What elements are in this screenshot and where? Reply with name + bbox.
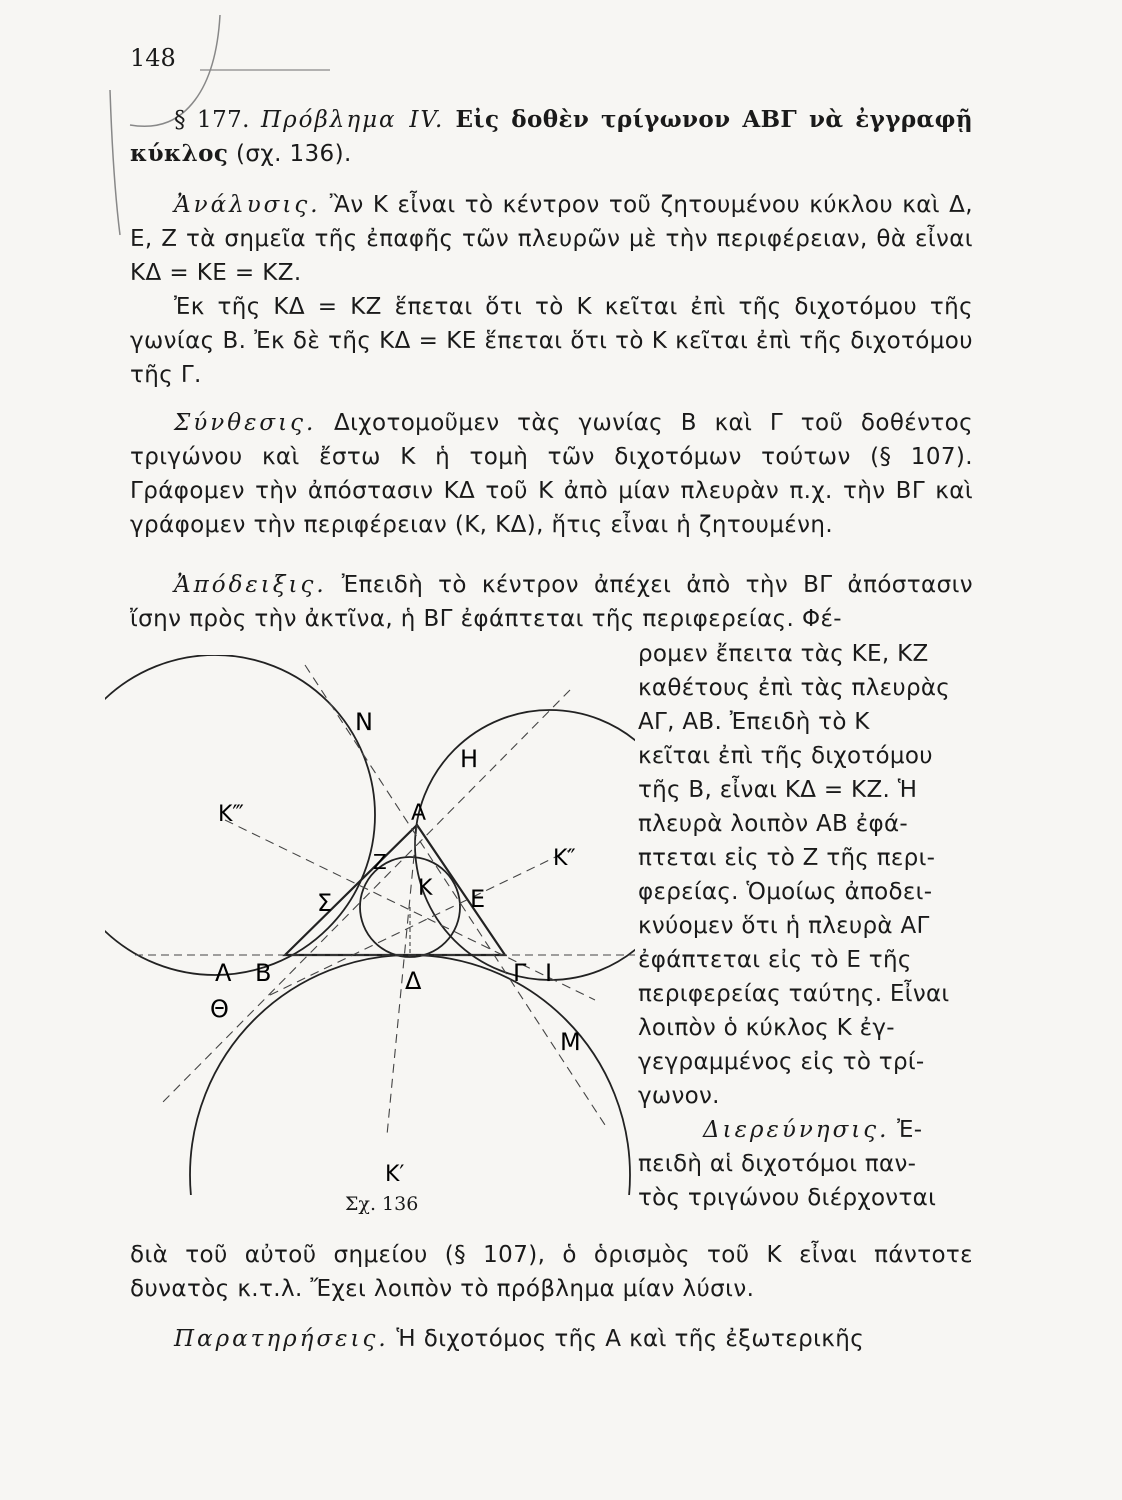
analysis-text-2: Ἐκ τῆς ΚΔ = ΚΖ ἕπεται ὅτι τὸ Κ κεῖται ἐπὶ τῆς διχοτόμου τῆς γωνίας Β. Ἐκ δὲ τῆς ΚΔ = ΚΕ ἕπεται ὅτι τὸ Κ κεῖται ἐπὶ τῆς διχοτόμου τῆς Γ.	[130, 294, 973, 388]
label-L: Λ	[215, 959, 232, 987]
label-D: Δ	[405, 967, 422, 995]
proof-paragraph	[130, 568, 973, 636]
synthesis-paragraph	[130, 406, 973, 542]
remarks-paragraph	[130, 1322, 973, 1356]
label-Z: Ζ	[373, 850, 387, 874]
bisector-line	[160, 690, 570, 1105]
proof-line: ἐφάπτεται εἰς τὸ Ε τῆς	[638, 947, 912, 973]
synthesis-label: Σύνθεσις.	[174, 410, 317, 436]
proof-line: γωνον.	[638, 1083, 720, 1109]
discussion-line: πειδὴ αἱ διχοτόμοι παν-	[638, 1151, 917, 1177]
analysis-paragraph	[130, 188, 973, 290]
remarks-label: Παρατηρήσεις.	[174, 1326, 389, 1352]
discussion-label: Διερεύνησις.	[703, 1117, 890, 1143]
problem-label: Πρόβλημα IV.	[261, 107, 445, 133]
proof-line: κεῖται ἐπὶ τῆς διχοτόμου	[638, 743, 933, 769]
label-K3: K‴	[218, 802, 244, 827]
label-I: Ι	[545, 959, 553, 987]
discussion-line: Ἐ-	[897, 1117, 923, 1143]
proof-line: πλευρὰ λοιπὸν ΑΒ ἐφά-	[638, 811, 909, 837]
discussion-line: τὸς τριγώνου διέρχονται	[638, 1185, 937, 1211]
label-K: Κ	[418, 876, 433, 901]
analysis-label: Ἀνάλυσις.	[174, 192, 321, 218]
bisector-line	[305, 665, 605, 1125]
remarks-text: Ἡ διχοτόμος τῆς Α καὶ τῆς ἐξωτερικῆς	[396, 1326, 865, 1352]
label-E: Ε	[470, 885, 486, 913]
label-N: Ν	[355, 708, 373, 736]
label-G: Γ	[513, 959, 527, 987]
label-Th: Θ	[210, 995, 229, 1023]
label-H: Η	[460, 745, 479, 773]
proof-text: Ἐπειδὴ τὸ κέντρον ἀπέχει ἀπὸ τὴν ΒΓ ἀπόστασιν ἴσην πρὸς τὴν ἀκτῖνα, ἡ ΒΓ ἐφάπτεται τῆς περιφερείας. Φέ-	[130, 572, 973, 632]
proof-line: ρομεν ἔπειτα τὰς ΚΕ, ΚΖ	[638, 641, 929, 667]
synthesis-text: Διχοτομοῦμεν τὰς γωνίας Β καὶ Γ τοῦ δοθέντος τριγώνου καὶ ἔστω Κ ἡ τομὴ τῶν διχοτόμων τούτων (§ 107). Γράφομεν τὴν ἀπόστασιν ΚΔ τοῦ Κ ἀπὸ μίαν πλευρὰν π.χ. τὴν ΒΓ καὶ γράφομεν τὴν περιφέρειαν (Κ, ΚΔ), ἥτις εἶναι ἡ ζητουμένη.	[130, 410, 973, 538]
label-K2: K″	[553, 846, 576, 871]
discussion-first-line	[638, 1113, 973, 1147]
figure-136	[105, 655, 635, 1195]
proof-line: περιφερείας ταύτης. Εἶναι	[638, 981, 950, 1007]
proof-side-column	[638, 637, 973, 1215]
discussion-paragraph	[130, 1238, 973, 1306]
proof-line: καθέτους ἐπὶ τὰς πλευρὰς	[638, 675, 951, 701]
label-A: Α	[411, 801, 427, 826]
proof-line: πτεται εἰς τὸ Ζ τῆς περι-	[638, 845, 936, 871]
proof-line: λοιπὸν ὁ κύκλος Κ ἐγ-	[638, 1015, 895, 1041]
page-number: 148	[130, 44, 176, 72]
label-B: Β	[255, 959, 272, 987]
label-M: Μ	[560, 1028, 581, 1056]
figure-caption: Σχ. 136	[345, 1193, 419, 1215]
label-K1: K′	[385, 1162, 405, 1187]
proof-line: φερείας. Ὁμοίως ἀποδει-	[638, 879, 933, 905]
analysis-paragraph-2	[130, 290, 973, 392]
label-S: Σ	[317, 889, 333, 917]
problem-title: Εἰς δοθὲν τρίγωνον ΑΒΓ νὰ ἐγγραφῇ κύκλος	[130, 106, 973, 167]
proof-line: γεγραμμένος εἰς τὸ τρί-	[638, 1049, 925, 1075]
proof-line: τῆς Β, εἶναι ΚΔ = ΚΖ. Ἡ	[638, 777, 918, 803]
proof-line: ΑΓ, ΑΒ. Ἐπειδὴ τὸ Κ	[638, 709, 870, 735]
proof-line: κνύομεν ὅτι ἡ πλευρὰ ΑΓ	[638, 913, 930, 939]
problem-heading	[130, 103, 973, 171]
figure-reference: (σχ. 136).	[236, 141, 352, 167]
analysis-text: Ἂν Κ εἶναι τὸ κέντρον τοῦ ζητουμένου κύκλου καὶ Δ, Ε, Ζ τὰ σημεῖα τῆς ἐπαφῆς τῶν πλευρῶν μὲ τὴν περιφέρειαν, θὰ εἶναι ΚΔ = ΚΕ = ΚΖ.	[130, 192, 973, 286]
section-number: § 177.	[174, 107, 250, 133]
discussion-text: διὰ τοῦ αὐτοῦ σημείου (§ 107), ὁ ὁρισμὸς τοῦ Κ εἶναι πάντοτε δυνατὸς κ.τ.λ. Ἔχει λοιπὸν τὸ πρόβλημα μίαν λύσιν.	[130, 1242, 973, 1302]
proof-label: Ἀπόδειξις.	[174, 572, 327, 598]
